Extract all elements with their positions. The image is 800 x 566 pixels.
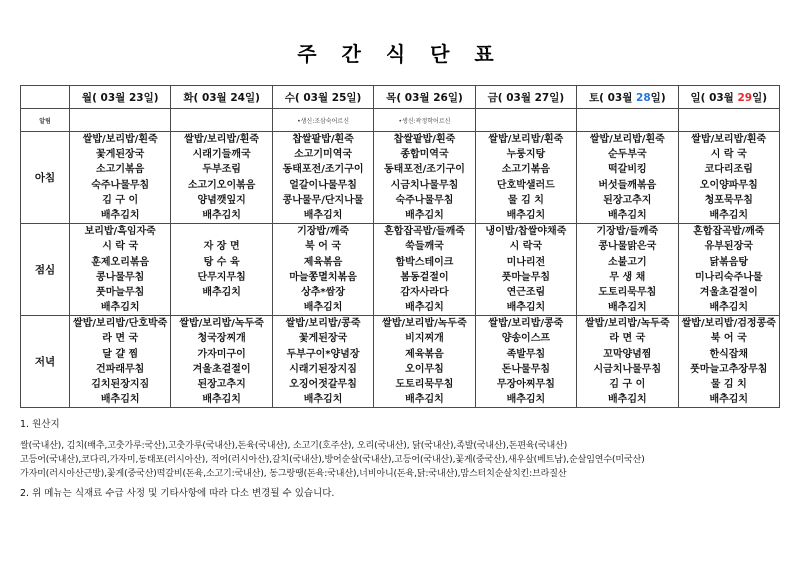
row-label-breakfast: 아침 — [21, 132, 70, 224]
dish-item: 쌀밥/보리밥/콩죽 — [488, 318, 564, 330]
dish-item: 콩나물무침 — [96, 271, 145, 283]
dish-item: 동태포전/조기구이 — [384, 164, 465, 176]
meal-cell-breakfast-mon — [70, 132, 171, 224]
dish-item: 콩나물맑은국 — [598, 241, 657, 253]
footer-notes — [20, 408, 780, 501]
dish-item: 배추김치 — [608, 209, 647, 221]
table-header — [21, 86, 780, 109]
dish-item: 봄동겉절이 — [400, 271, 449, 283]
dish-item: 누룽지탕 — [506, 149, 546, 161]
dish-item: 북 어 국 — [710, 333, 747, 345]
day-header-suffix-fri: 일) — [549, 91, 565, 104]
table-row-lunch — [21, 224, 780, 316]
dish-item: 오이양파무침 — [699, 179, 758, 191]
notice-cell-sun — [678, 109, 779, 132]
dish-item: 시래기된장지짐 — [289, 363, 357, 375]
dish-item: 보리밥/흑임자죽 — [84, 226, 156, 238]
dish-item: 단호박샐러드 — [496, 179, 555, 191]
day-header-weekday-fri: 금 — [487, 91, 498, 104]
meal-cell-lunch-sat — [577, 224, 678, 316]
day-header-number-fri: 27 — [534, 91, 550, 104]
meal-cell-breakfast-sun — [678, 132, 779, 224]
dish-item: 쌀밥/보리밥/단호박죽 — [73, 318, 168, 330]
dish-item: 숙주나물무침 — [91, 179, 150, 191]
dish-item: 마늘쫑멸치볶음 — [289, 271, 357, 283]
dish-item: 김치된장지짐 — [91, 379, 150, 390]
day-header-suffix-mon: 일) — [143, 91, 159, 104]
dish-item: 족발무침 — [506, 348, 546, 360]
day-header-weekday-tue: 화 — [183, 91, 194, 104]
dish-item: 버섯들깨볶음 — [598, 179, 657, 191]
weekly-menu-table — [20, 85, 780, 408]
dish-item: 숙주나물무침 — [395, 194, 454, 206]
dish-item: 된장고추지 — [197, 379, 246, 390]
dish-item: 탕 수 육 — [203, 256, 240, 268]
day-header-suffix-wed: 일) — [346, 91, 362, 104]
dish-item: 제육볶음 — [303, 256, 343, 268]
day-header-suffix-sat: 일) — [650, 91, 666, 104]
meal-cell-lunch-fri — [475, 224, 576, 316]
day-header-tue — [171, 86, 272, 109]
day-header-weekday-sat: 토 — [589, 91, 600, 104]
dish-item: 풋마늘무침 — [501, 271, 551, 283]
dish-item: 풋마늘고추장무침 — [690, 363, 768, 375]
dish-item: 쌀밥/보리밥/검정콩죽 — [681, 318, 776, 330]
day-header-prefix-thu: ( 03월 — [396, 91, 434, 104]
dish-item: 배추김치 — [100, 394, 140, 406]
meal-cell-lunch-wed — [272, 224, 373, 316]
page-title: 주 간 식 단 표 — [297, 42, 503, 66]
dish-item: 냉이밥/찹쌀야채죽 — [485, 226, 567, 238]
day-header-number-mon: 23 — [128, 91, 144, 104]
dish-item: 꼬막양념찜 — [603, 348, 652, 360]
day-header-wed — [272, 86, 373, 109]
dish-item: 쌀밥/보리밥/녹두죽 — [382, 318, 467, 330]
day-header-sat — [577, 86, 678, 109]
dish-item: 청국장찌개 — [197, 333, 246, 345]
dish-item: 시금치나물무침 — [593, 363, 662, 375]
dish-item: 시금치나물무침 — [390, 179, 459, 191]
day-header-sun — [678, 86, 779, 109]
row-label-dinner: 저녁 — [21, 316, 70, 408]
dish-item: 배추김치 — [405, 394, 444, 406]
day-header-number-sat: 28 — [636, 91, 651, 104]
meal-cell-dinner-tue — [171, 316, 272, 408]
meal-cell-dinner-sun — [678, 316, 779, 408]
dish-item: 배추김치 — [506, 302, 546, 314]
dish-item: 양념깻잎지 — [197, 194, 246, 206]
dish-item: 물 김 치 — [507, 194, 544, 206]
dish-item: 소고기볶음 — [96, 164, 145, 176]
dish-item: 무 생 채 — [609, 271, 646, 283]
meal-cell-dinner-wed — [272, 316, 373, 408]
dish-item: 쌀밥/보리밥/흰죽 — [691, 134, 767, 145]
day-header-prefix-sun: ( 03월 — [700, 91, 738, 104]
dish-item: 무장아찌무침 — [496, 379, 555, 390]
dish-item: 북 어 국 — [305, 241, 342, 253]
dish-item: 연근조림 — [506, 286, 546, 298]
dish-item: 돈나물무침 — [501, 363, 551, 375]
dish-item: 달 걀 찜 — [102, 348, 139, 360]
dish-item: 배추김치 — [202, 394, 241, 406]
dish-item: 쌀밥/보리밥/녹두죽 — [179, 318, 264, 330]
dish-item: 배추김치 — [303, 394, 343, 406]
dish-item: 라 면 국 — [609, 333, 646, 345]
dish-item: 소고기볶음 — [501, 164, 551, 176]
day-header-number-sun: 29 — [737, 91, 753, 104]
dish-item: 기장밥/깨죽 — [297, 226, 350, 238]
dish-item: 배추김치 — [709, 209, 749, 221]
dish-item: 양송이스프 — [501, 333, 551, 345]
dish-item: 배추김치 — [100, 209, 140, 221]
dish-item: 소불고기 — [608, 256, 647, 268]
dish-item: 쌀밥/보리밥/콩죽 — [285, 318, 361, 330]
day-header-prefix-tue: ( 03월 — [193, 91, 231, 104]
dish-item: 배추김치 — [303, 209, 343, 221]
table-row-dinner — [21, 316, 780, 408]
day-header-number-thu: 26 — [433, 91, 448, 104]
dish-item: 단무지무침 — [197, 271, 246, 283]
row-label-lunch: 점심 — [21, 224, 70, 316]
dish-item: 비지찌개 — [405, 333, 444, 345]
day-header-number-wed: 25 — [331, 91, 347, 104]
meal-cell-dinner-fri — [475, 316, 576, 408]
notice-cell-tue — [171, 109, 272, 132]
dish-item: 오징어젓갈무침 — [289, 379, 357, 390]
dish-item: 쌀밥/보리밥/흰죽 — [589, 134, 665, 145]
day-header-suffix-thu: 일) — [447, 91, 463, 104]
day-header-prefix-wed: ( 03월 — [294, 91, 332, 104]
meal-cell-lunch-sun — [678, 224, 779, 316]
dish-item: 겨울초겉절이 — [699, 286, 758, 298]
dish-item: 시 락 국 — [710, 149, 747, 161]
dish-item: 꽃게된장국 — [298, 333, 348, 345]
dish-item: 시 락 국 — [102, 241, 139, 253]
dish-item: 혼합잡곡밥/깨죽 — [693, 226, 765, 238]
dish-item: 김 구 이 — [102, 194, 139, 206]
meal-cell-dinner-sat — [577, 316, 678, 408]
day-header-weekday-mon: 월 — [81, 91, 93, 104]
notice-cell-fri — [475, 109, 576, 132]
dish-item: 미나리전 — [506, 256, 546, 268]
dish-item: 배추김치 — [709, 302, 749, 314]
dish-item: 배추김치 — [100, 302, 140, 314]
dish-item: 라 면 국 — [102, 333, 139, 345]
dish-item: 배추김치 — [506, 209, 546, 221]
dish-item: 자 장 면 — [203, 241, 240, 253]
dish-item: 한식잡채 — [709, 348, 749, 360]
dish-item: 배추김치 — [608, 394, 647, 406]
header-row — [21, 86, 780, 109]
dish-item: 동태포전/조기구이 — [282, 164, 364, 176]
dish-item: 닭볶음탕 — [709, 256, 749, 268]
dish-item: 배추김치 — [202, 209, 241, 221]
meal-cell-breakfast-thu — [374, 132, 475, 224]
table-row-notice — [21, 109, 780, 132]
meal-cell-lunch-thu — [374, 224, 475, 316]
dish-item: 혼합잡곡밥/들깨죽 — [384, 226, 465, 238]
dish-item: 얼갈이나물무침 — [289, 179, 357, 191]
day-header-weekday-sun: 일 — [690, 91, 701, 104]
dish-item: 배추김치 — [405, 209, 444, 221]
meal-cell-dinner-thu — [374, 316, 475, 408]
table-body — [21, 109, 780, 408]
day-header-prefix-sat: ( 03월 — [599, 91, 637, 104]
notice-cell-mon — [70, 109, 171, 132]
dish-item: 도토리묵무침 — [598, 286, 657, 298]
dish-item: 콩나물무/단지나물 — [282, 194, 364, 206]
row-label-notice: 알림 — [21, 109, 70, 132]
dish-item: 종합미역국 — [400, 149, 449, 161]
day-header-prefix-fri: ( 03월 — [497, 91, 535, 104]
dish-item: 배추김치 — [709, 394, 749, 406]
dish-item: 찹쌀팥밥/흰죽 — [393, 134, 456, 145]
day-header-weekday-wed: 수 — [284, 91, 295, 104]
dish-item: 배추김치 — [608, 302, 647, 314]
dish-item: 유부된장국 — [704, 241, 753, 253]
origin-line-1: 쌀(국내산), 김치(배추,고춧가루:국산),고춧가루(국내산),돈육(국내산), 소고기(호주산), 오리(국내산), 닭(국내산),족발(국내산),돈편육(국내산) — [20, 441, 568, 452]
origin-line-3: 가자미(러시아산근방),꽃게(중국산)떡갈비(돈육,소고기:국내산), 동그랑땡(돈육:국내산),너비아니(돈육,닭:국내산),맘스터치순살치킨:브라질산 — [20, 468, 567, 479]
dish-item: 쌀밥/보리밥/흰죽 — [488, 134, 564, 145]
meal-cell-breakfast-fri — [475, 132, 576, 224]
dish-item: 소고기오이볶음 — [187, 179, 256, 191]
dish-item: 찹쌀팥밥/흰죽 — [292, 134, 354, 145]
dish-item: 두부조림 — [202, 164, 241, 176]
dish-item: 김 구 이 — [609, 379, 646, 390]
day-header-mon — [70, 86, 171, 109]
dish-item: 떡갈비킹 — [608, 164, 647, 176]
meal-cell-lunch-mon — [70, 224, 171, 316]
dish-item: 시 락국 — [509, 241, 543, 253]
dish-item: 훈제오리볶음 — [91, 256, 150, 268]
dish-item: 소고기미역국 — [294, 149, 353, 161]
day-header-fri — [475, 86, 576, 109]
dish-item: 시래기들깨국 — [192, 149, 251, 161]
origin-line-2: 고등어(국내산),코다리,가자미,동태포(러시아산), 적어(러시아산),갈치(국내산),방어순살(국내산),고등어(국내산),꽃게(중국산),새우살(베트남),순살임연수(미국산) — [20, 455, 645, 466]
dish-item: 가자미구이 — [197, 348, 246, 360]
dish-item: 배추김치 — [405, 302, 444, 314]
dish-item: 배추김치 — [303, 302, 343, 314]
notice-cell-wed: •생신:조삼숙어르신 — [272, 109, 373, 132]
meal-cell-lunch-tue — [171, 224, 272, 316]
dish-item: 감자사라다 — [400, 286, 449, 298]
day-header-prefix-mon: ( 03월 — [92, 91, 129, 104]
dish-item: 도토리묵무침 — [395, 379, 454, 390]
day-header-suffix-sun: 일) — [752, 91, 768, 104]
day-header-thu — [374, 86, 475, 109]
dish-item: 코다리조림 — [704, 164, 753, 176]
notice-cell-sat — [577, 109, 678, 132]
table-corner-cell — [21, 86, 70, 109]
meal-cell-breakfast-sat — [577, 132, 678, 224]
dish-item: 미나리숙주나물 — [694, 271, 763, 283]
menu-change-note: 2. 위 메뉴는 식재료 수급 사정 및 기타사항에 따라 다소 변경될 수 있습니다. — [20, 487, 335, 499]
dish-item: 건파래무침 — [96, 363, 145, 375]
dish-item: 상추*쌈장 — [301, 286, 345, 298]
dish-item: 청포묵무침 — [704, 194, 753, 206]
day-header-weekday-thu: 목 — [386, 91, 397, 104]
dish-item: 풋마늘무침 — [96, 286, 145, 298]
dish-item: 제육볶음 — [405, 348, 444, 360]
dish-item: 된장고추지 — [603, 194, 652, 206]
dish-item: 쌀밥/보리밥/흰죽 — [82, 134, 158, 145]
dish-item: 배추김치 — [506, 394, 546, 406]
dish-item: 두부구이*양념장 — [286, 348, 360, 360]
table-row-breakfast — [21, 132, 780, 224]
dish-item: 쑥들깨국 — [405, 241, 444, 253]
dish-item: 순두부국 — [608, 149, 647, 161]
origin-heading: 1. 원산지 — [20, 419, 60, 431]
dish-item: 쌀밥/보리밥/흰죽 — [184, 134, 260, 145]
meal-cell-dinner-mon — [70, 316, 171, 408]
dish-item: 쌀밥/보리밥/녹두죽 — [585, 318, 670, 330]
dish-item: 오이무침 — [405, 363, 444, 375]
dish-item: 겨울초겉절이 — [192, 363, 251, 375]
dish-item: 함박스테이크 — [395, 256, 454, 268]
notice-cell-thu: •생신:곽정학어르신 — [374, 109, 475, 132]
dish-item: 기장밥/들깨죽 — [596, 226, 659, 238]
day-header-suffix-tue: 일) — [244, 91, 260, 104]
meal-cell-breakfast-tue — [171, 132, 272, 224]
meal-cell-breakfast-wed — [272, 132, 373, 224]
day-header-number-tue: 24 — [230, 91, 245, 104]
dish-item: 배추김치 — [202, 286, 241, 298]
dish-item: 꽃게된장국 — [96, 149, 145, 161]
dish-item: 물 김 치 — [710, 379, 747, 390]
